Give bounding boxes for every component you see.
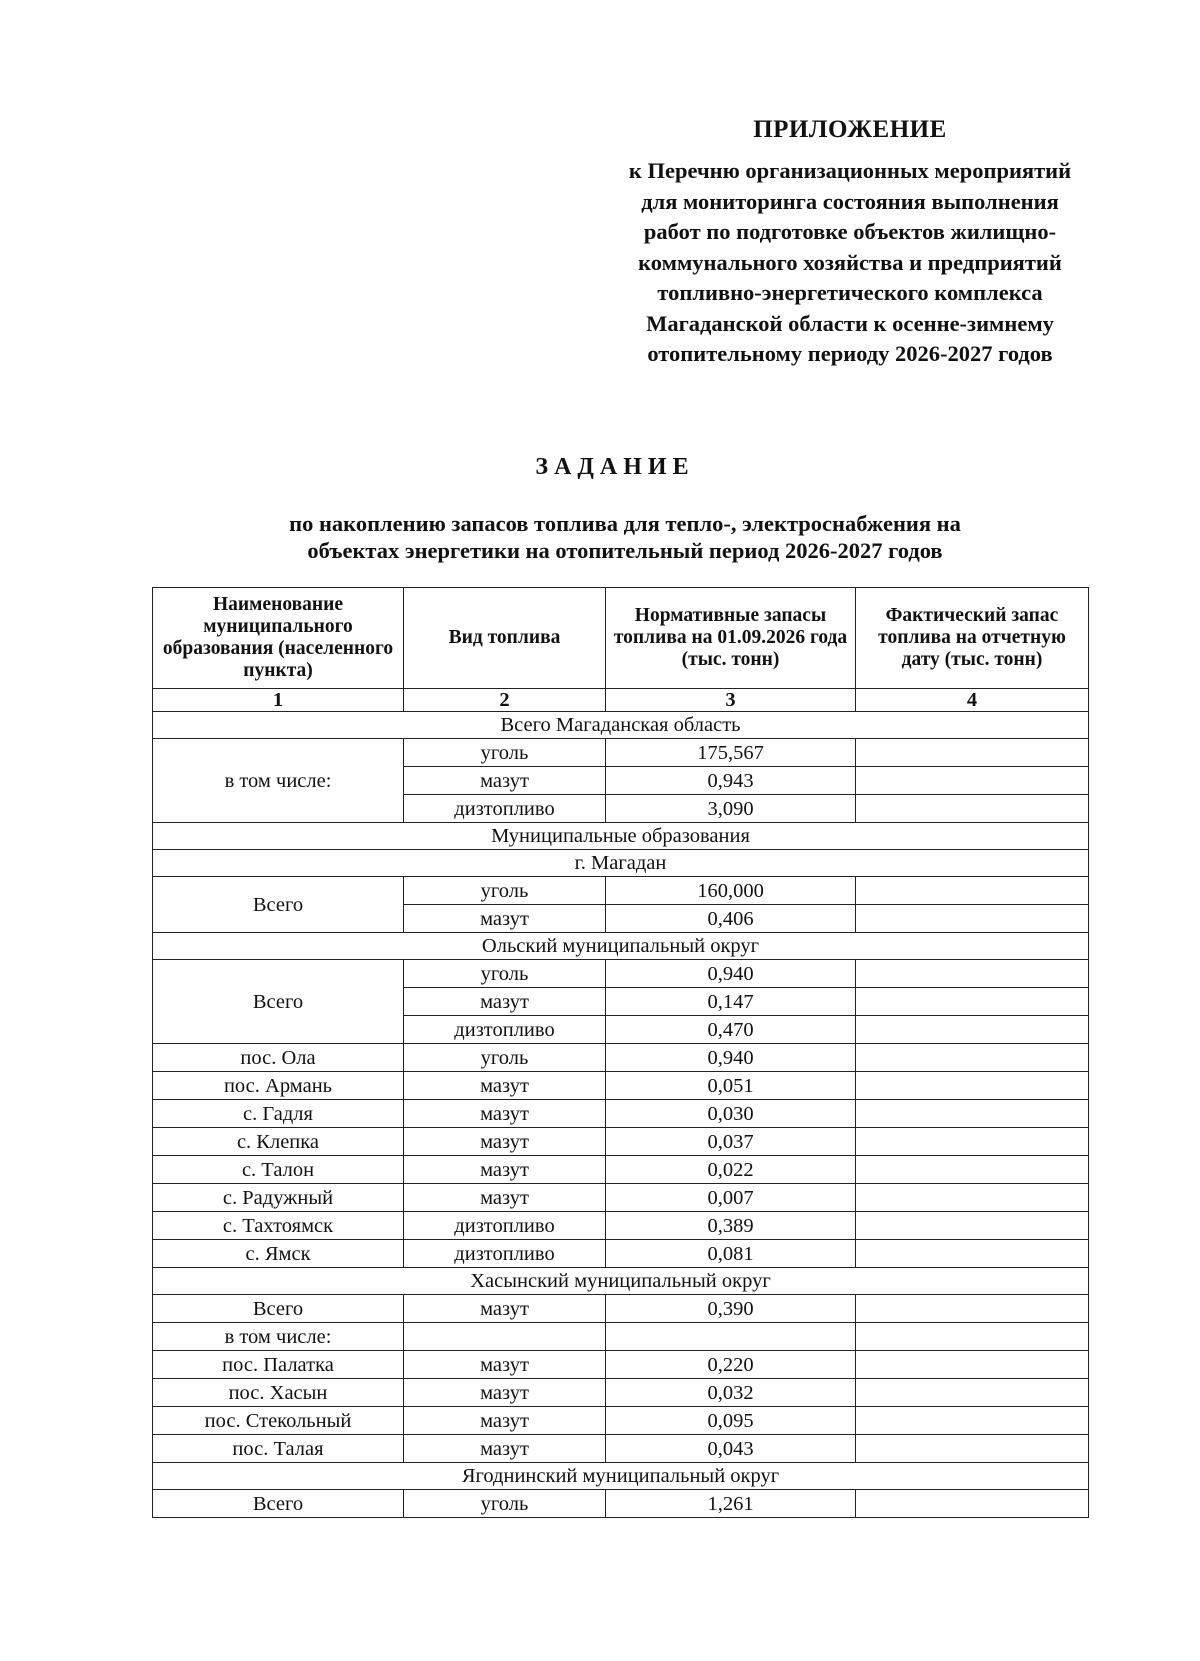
settlement-cell: с. Клепка: [153, 1128, 404, 1156]
table-row: [153, 1435, 1089, 1463]
actual-cell: [856, 1156, 1089, 1184]
appendix-heading: [560, 116, 1140, 370]
settlement-cell: с. Радужный: [153, 1184, 404, 1212]
section-title: Муниципальные образования: [153, 823, 1089, 850]
fuel-cell: дизтопливо: [404, 1212, 606, 1240]
settlement-cell: пос. Ола: [153, 1044, 404, 1072]
section-row: [153, 1463, 1089, 1490]
norm-cell: 0,081: [606, 1240, 856, 1268]
fuel-cell: мазут: [404, 1295, 606, 1323]
norm-cell: 160,000: [606, 877, 856, 905]
norm-cell: 0,022: [606, 1156, 856, 1184]
column-number: 4: [856, 689, 1089, 712]
table-header-row: [153, 588, 1089, 689]
column-number: 3: [606, 689, 856, 712]
actual-cell: [856, 1016, 1089, 1044]
norm-cell: 0,007: [606, 1184, 856, 1212]
appendix-line: Магаданской области к осенне-зимнему: [646, 310, 1054, 336]
fuel-cell: мазут: [404, 1184, 606, 1212]
appendix-line: для мониторинга состояния выполнения: [641, 188, 1059, 214]
table-row: [153, 1295, 1089, 1323]
actual-cell: [856, 739, 1089, 767]
table-row: [153, 1323, 1089, 1351]
section-title: Ольский муниципальный округ: [153, 933, 1089, 960]
section-row: [153, 1268, 1089, 1295]
norm-cell: 175,567: [606, 739, 856, 767]
norm-cell: [606, 1323, 856, 1351]
norm-cell: 0,389: [606, 1212, 856, 1240]
fuel-cell: дизтопливо: [404, 795, 606, 823]
table-row: [153, 1490, 1089, 1518]
actual-cell: [856, 1323, 1089, 1351]
table-row: [153, 960, 1089, 988]
norm-cell: 1,261: [606, 1490, 856, 1518]
actual-cell: [856, 795, 1089, 823]
settlement-cell: пос. Хасын: [153, 1379, 404, 1407]
appendix-line: отопительному периоду 2026-2027 годов: [647, 341, 1053, 366]
fuel-cell: мазут: [404, 767, 606, 795]
norm-cell: 0,940: [606, 960, 856, 988]
norm-cell: 0,147: [606, 988, 856, 1016]
settlement-cell: с. Гадля: [153, 1100, 404, 1128]
norm-cell: 0,406: [606, 905, 856, 933]
header-normative-reserve: Нормативные запасы топлива на 01.09.2026 года (тыс. тонн): [606, 588, 856, 689]
fuel-cell: мазут: [404, 1156, 606, 1184]
table-row: [153, 1351, 1089, 1379]
fuel-cell: [404, 1323, 606, 1351]
norm-cell: 0,030: [606, 1100, 856, 1128]
section-title: г. Магадан: [153, 850, 1089, 877]
fuel-cell: дизтопливо: [404, 1240, 606, 1268]
fuel-cell: уголь: [404, 877, 606, 905]
table-row: [153, 739, 1089, 767]
actual-cell: [856, 1100, 1089, 1128]
fuel-cell: уголь: [404, 1490, 606, 1518]
actual-cell: [856, 1490, 1089, 1518]
fuel-cell: мазут: [404, 1351, 606, 1379]
actual-cell: [856, 988, 1089, 1016]
table-row: [153, 1379, 1089, 1407]
header-municipality: Наименование муниципального образования (населенного пункта): [153, 588, 404, 689]
actual-cell: [856, 1295, 1089, 1323]
settlement-cell: пос. Палатка: [153, 1351, 404, 1379]
fuel-cell: мазут: [404, 1379, 606, 1407]
actual-cell: [856, 1407, 1089, 1435]
settlement-cell: Всего: [153, 1295, 404, 1323]
header-actual-reserve: Фактический запас топлива на отчетную дату (тыс. тонн): [856, 588, 1089, 689]
appendix-line: коммунального хозяйства и предприятий: [638, 249, 1062, 275]
norm-cell: 0,470: [606, 1016, 856, 1044]
actual-cell: [856, 960, 1089, 988]
table-row: [153, 1184, 1089, 1212]
table-row: [153, 1072, 1089, 1100]
column-number: 1: [153, 689, 404, 712]
norm-cell: 0,037: [606, 1128, 856, 1156]
header-fuel-type: Вид топлива: [404, 588, 606, 689]
section-row: [153, 850, 1089, 877]
settlement-cell: Всего: [153, 1490, 404, 1518]
norm-cell: 0,032: [606, 1379, 856, 1407]
settlement-cell: пос. Талая: [153, 1435, 404, 1463]
appendix-line: топливно-энергетического комплекса: [657, 280, 1043, 305]
fuel-reserves-table: [152, 587, 1089, 1518]
settlement-cell: пос. Армань: [153, 1072, 404, 1100]
actual-cell: [856, 1072, 1089, 1100]
task-subtitle: [150, 510, 1100, 564]
fuel-cell: уголь: [404, 739, 606, 767]
norm-cell: 3,090: [606, 795, 856, 823]
fuel-cell: мазут: [404, 988, 606, 1016]
task-subtitle-line: объектах энергетики на отопительный период 2026-2027 годов: [307, 538, 943, 563]
group-label: в том числе:: [153, 1323, 404, 1351]
table-row: [153, 1212, 1089, 1240]
table-row: [153, 1044, 1089, 1072]
actual-cell: [856, 1435, 1089, 1463]
actual-cell: [856, 1351, 1089, 1379]
norm-cell: 0,390: [606, 1295, 856, 1323]
actual-cell: [856, 1184, 1089, 1212]
actual-cell: [856, 1212, 1089, 1240]
section-title: Хасынский муниципальный округ: [153, 1268, 1089, 1295]
appendix-title: ПРИЛОЖЕНИЕ: [753, 116, 947, 143]
fuel-cell: уголь: [404, 1044, 606, 1072]
fuel-cell: мазут: [404, 1128, 606, 1156]
appendix-line: работ по подготовке объектов жилищно-: [643, 219, 1057, 244]
norm-cell: 0,220: [606, 1351, 856, 1379]
norm-cell: 0,940: [606, 1044, 856, 1072]
actual-cell: [856, 1128, 1089, 1156]
table-row: [153, 1100, 1089, 1128]
actual-cell: [856, 905, 1089, 933]
table-row: [153, 1128, 1089, 1156]
section-row: [153, 712, 1089, 739]
fuel-cell: мазут: [404, 1407, 606, 1435]
settlement-cell: с. Ямск: [153, 1240, 404, 1268]
actual-cell: [856, 767, 1089, 795]
column-number-row: [153, 689, 1089, 712]
table-row: [153, 877, 1089, 905]
norm-cell: 0,051: [606, 1072, 856, 1100]
group-label: в том числе:: [153, 739, 404, 823]
actual-cell: [856, 877, 1089, 905]
section-row: [153, 933, 1089, 960]
table-row: [153, 1156, 1089, 1184]
settlement-cell: с. Талон: [153, 1156, 404, 1184]
section-row: [153, 823, 1089, 850]
actual-cell: [856, 1240, 1089, 1268]
fuel-cell: дизтопливо: [404, 1016, 606, 1044]
norm-cell: 0,043: [606, 1435, 856, 1463]
table-row: [153, 1240, 1089, 1268]
fuel-cell: уголь: [404, 960, 606, 988]
group-label: Всего: [153, 960, 404, 1044]
task-subtitle-line: по накоплению запасов топлива для тепло-, электроснабжения на: [289, 511, 961, 536]
fuel-cell: мазут: [404, 1100, 606, 1128]
fuel-cell: мазут: [404, 905, 606, 933]
fuel-cell: мазут: [404, 1072, 606, 1100]
norm-cell: 0,943: [606, 767, 856, 795]
norm-cell: 0,095: [606, 1407, 856, 1435]
task-title: ЗАДАНИЕ: [535, 454, 695, 480]
actual-cell: [856, 1044, 1089, 1072]
section-title: Всего Магаданская область: [153, 712, 1089, 739]
actual-cell: [856, 1379, 1089, 1407]
fuel-cell: мазут: [404, 1435, 606, 1463]
settlement-cell: пос. Стекольный: [153, 1407, 404, 1435]
settlement-cell: с. Тахтоямск: [153, 1212, 404, 1240]
column-number: 2: [404, 689, 606, 712]
table-row: [153, 1407, 1089, 1435]
appendix-line: к Перечню организационных мероприятий: [628, 158, 1072, 183]
group-label: Всего: [153, 877, 404, 933]
section-title: Ягоднинский муниципальный округ: [153, 1463, 1089, 1490]
